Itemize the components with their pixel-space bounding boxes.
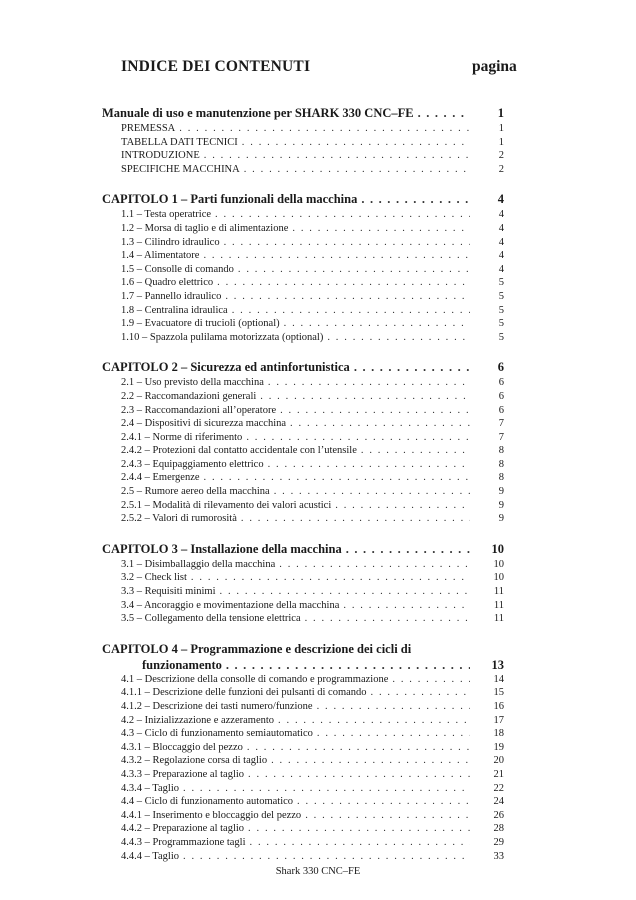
toc-entry-title: 2.4 – Dispositivi di sicurezza macchina xyxy=(121,418,287,430)
toc-entry-title: 4.3 – Ciclo di funzionamento semiautomatico xyxy=(121,728,313,740)
toc-entry-title: 2.5.2 – Valori di rumorosità xyxy=(121,513,237,525)
toc-entry-title: 1.6 – Quadro elettrico xyxy=(121,277,214,289)
toc-section-heading-page-number: 1 xyxy=(497,106,504,120)
toc-entry-title: 2.4.3 – Equipaggiamento elettrico xyxy=(121,458,264,470)
toc-entry-page-number: 5 xyxy=(498,318,504,330)
toc-section-heading xyxy=(102,358,504,376)
toc-entry-title: 3.1 – Disimballaggio della macchina xyxy=(121,558,276,570)
dot-leader xyxy=(290,417,470,431)
dot-leader xyxy=(271,754,470,768)
toc-section-heading xyxy=(102,104,504,122)
toc-entry-title: 4.1.2 – Descrizione dei tasti numero/funzione xyxy=(121,701,313,712)
toc-entry xyxy=(102,431,504,445)
dot-leader xyxy=(268,458,470,472)
toc-entry xyxy=(102,471,504,485)
toc-entry-title: 2.4.2 – Protezioni dal contatto accidentale con l’utensile xyxy=(121,445,357,457)
toc-section-heading-title: CAPITOLO 1 – Parti funzionali della macchina xyxy=(102,192,358,207)
toc-entry xyxy=(102,331,504,345)
toc-entry-title: 4.3.2 – Regolazione corsa di taglio xyxy=(121,755,268,767)
toc-entry xyxy=(102,768,504,782)
toc-entry-title: 3.3 – Requisiti minimi xyxy=(121,586,216,598)
dot-leader xyxy=(215,208,470,222)
toc-entry-title: 1.5 – Consolle di comando xyxy=(121,263,234,275)
toc-entry-page-number: 18 xyxy=(493,728,504,740)
toc-entry-title: PREMESSA xyxy=(121,123,176,134)
toc-entry-page-number: 5 xyxy=(498,277,504,289)
toc-entry-page-number: 8 xyxy=(498,445,504,457)
dot-leader xyxy=(183,782,470,796)
dot-leader xyxy=(371,686,470,700)
toc-entry-title: 2.1 – Uso previsto della macchina xyxy=(121,377,264,389)
toc-entry-title: 2.4.4 – Emergenze xyxy=(121,472,200,484)
toc-section xyxy=(102,358,504,526)
dot-leader xyxy=(183,850,470,864)
toc-entry xyxy=(102,317,504,331)
toc-entry-page-number: 11 xyxy=(493,599,504,611)
toc-section-heading-continued-title: funzionamento xyxy=(142,657,222,672)
toc-entry-title: SPECIFICHE MACCHINA xyxy=(121,163,240,175)
toc-entry-page-number: 1 xyxy=(498,136,504,148)
toc-entry-page-number: 8 xyxy=(498,458,504,470)
toc-entry-page-number: 17 xyxy=(493,714,504,726)
toc-entry-page-number: 4 xyxy=(498,250,504,262)
toc-entry-page-number: 4 xyxy=(498,209,504,221)
toc-entry xyxy=(102,485,504,499)
toc-entry-page-number: 4 xyxy=(498,236,504,248)
toc-entry-page-number: 21 xyxy=(493,768,504,780)
toc-entry-page-number: 28 xyxy=(493,823,504,835)
toc-entry xyxy=(102,782,504,796)
toc-entry-title: 4.4.4 – Taglio xyxy=(121,850,179,862)
toc-entry-page-number: 14 xyxy=(493,673,504,685)
toc-entry-page-number: 9 xyxy=(498,513,504,525)
dot-leader xyxy=(280,404,470,418)
toc-entry-page-number: 4 xyxy=(498,222,504,234)
toc-entry xyxy=(102,276,504,290)
toc-entry-page-number: 10 xyxy=(493,572,504,584)
toc-entry-page-number: 20 xyxy=(493,755,504,767)
dot-leader xyxy=(220,585,470,599)
toc-section-heading-continued-page-number: 13 xyxy=(491,657,504,672)
toc-entry-page-number: 6 xyxy=(498,404,504,416)
dot-leader xyxy=(292,222,470,236)
toc-entry xyxy=(102,376,504,390)
dot-leader xyxy=(305,809,470,823)
toc-entry-page-number: 19 xyxy=(493,741,504,753)
toc-entry xyxy=(102,512,504,526)
toc-entry-title: 4.3.1 – Bloccaggio del pezzo xyxy=(121,741,243,753)
toc-section-heading-continued xyxy=(102,658,504,673)
dot-leader xyxy=(317,727,470,741)
toc-entry xyxy=(102,700,504,714)
dot-leader xyxy=(244,163,470,177)
toc-section-heading xyxy=(102,190,504,208)
toc-entry-page-number: 26 xyxy=(493,809,504,821)
toc-entry xyxy=(102,850,504,864)
toc-entry-page-number: 2 xyxy=(498,150,504,162)
toc-entry-title: 1.4 – Alimentatore xyxy=(121,250,200,262)
toc-entry-title: 4.4.2 – Preparazione al taglio xyxy=(121,823,245,835)
dot-leader xyxy=(305,612,470,626)
toc-section-heading-title: CAPITOLO 4 – Programmazione e descrizione dei cicli di xyxy=(102,641,412,656)
toc-entry xyxy=(102,612,504,626)
toc-entry xyxy=(102,599,504,613)
toc-entry xyxy=(102,585,504,599)
toc-entry xyxy=(102,149,504,163)
dot-leader xyxy=(279,558,470,572)
dot-leader xyxy=(418,104,470,122)
dot-leader xyxy=(232,304,470,318)
toc-section-heading-title: Manuale di uso e manutenzione per SHARK 330 CNC–FE xyxy=(102,106,414,120)
toc-entry-title: 4.1.1 – Descrizione delle funzioni dei pulsanti di comando xyxy=(121,687,367,699)
dot-leader xyxy=(248,768,470,782)
toc-entry xyxy=(102,290,504,304)
toc-entry-page-number: 11 xyxy=(493,586,504,598)
dot-leader xyxy=(392,673,470,687)
dot-leader xyxy=(361,190,470,208)
dot-leader xyxy=(225,290,470,304)
table-of-contents xyxy=(102,104,504,877)
dot-leader xyxy=(204,471,470,485)
toc-entry xyxy=(102,558,504,572)
toc-entry xyxy=(102,444,504,458)
toc-entry xyxy=(102,136,504,150)
toc-entry-page-number: 10 xyxy=(493,558,504,570)
toc-entry xyxy=(102,249,504,263)
toc-section-heading-page-number: 10 xyxy=(491,541,504,556)
toc-entry xyxy=(102,499,504,513)
dot-leader xyxy=(248,822,470,836)
toc-section-heading xyxy=(102,640,504,658)
toc-section-heading-page-number: 6 xyxy=(497,360,504,375)
dot-leader xyxy=(203,249,470,263)
toc-entry-page-number: 5 xyxy=(498,331,504,343)
dot-leader xyxy=(274,485,470,499)
toc-entry-title: 4.3.3 – Preparazione al taglio xyxy=(121,768,245,780)
toc-entry xyxy=(102,163,504,177)
dot-leader xyxy=(246,431,470,445)
toc-entry-title: 1.1 – Testa operatrice xyxy=(121,209,212,221)
toc-heading: INDICE DEI CONTENUTI xyxy=(121,58,311,75)
toc-entry-page-number: 1 xyxy=(498,123,504,134)
toc-entry-title: INTRODUZIONE xyxy=(121,150,200,162)
toc-entry-page-number: 22 xyxy=(493,782,504,794)
toc-entry-title: 2.5 – Rumore aereo della macchina xyxy=(121,486,270,498)
dot-leader xyxy=(241,512,470,526)
toc-entry-title: 4.3.4 – Taglio xyxy=(121,782,179,794)
toc-entry-page-number: 16 xyxy=(493,701,504,712)
toc-entry-page-number: 7 xyxy=(498,431,504,443)
dot-leader xyxy=(361,444,470,458)
toc-section-heading-title: CAPITOLO 3 – Installazione della macchina xyxy=(102,541,342,556)
toc-entry xyxy=(102,236,504,250)
toc-entry xyxy=(102,208,504,222)
toc-entry-page-number: 6 xyxy=(498,390,504,402)
toc-entry-title: 3.4 – Ancoraggio e movimentazione della macchina xyxy=(121,599,340,611)
toc-section-heading xyxy=(102,540,504,558)
toc-entry-title: 1.3 – Cilindro idraulico xyxy=(121,236,220,248)
toc-section xyxy=(102,540,504,626)
toc-entry-title: 3.2 – Check list xyxy=(121,572,187,584)
toc-entry-page-number: 24 xyxy=(493,796,504,808)
dot-leader xyxy=(278,714,470,728)
toc-entry-title: 3.5 – Collegamento della tensione elettrica xyxy=(121,613,301,625)
dot-leader xyxy=(238,263,470,277)
toc-entry-title: 1.2 – Morsa di taglio e di alimentazione xyxy=(121,222,289,234)
toc-entry-page-number: 5 xyxy=(498,304,504,316)
dot-leader xyxy=(354,358,470,376)
page-footer: Shark 330 CNC–FE xyxy=(275,866,361,877)
dot-leader xyxy=(335,499,470,513)
toc-section-heading-title: CAPITOLO 2 – Sicurezza ed antinfortunistica xyxy=(102,360,350,375)
toc-entry-title: TABELLA DATI TECNICI xyxy=(121,136,238,148)
toc-section xyxy=(102,190,504,344)
toc-entry-title: 1.10 – Spazzola pulilama motorizzata (optional) xyxy=(121,331,324,343)
toc-entry xyxy=(102,836,504,850)
toc-entry-title: 1.9 – Evacuatore di trucioli (optional) xyxy=(121,318,280,330)
toc-entry xyxy=(102,754,504,768)
dot-leader xyxy=(224,236,470,250)
toc-entry-title: 2.5.1 – Modalità di rilevamento dei valori acustici xyxy=(121,499,332,511)
toc-entry xyxy=(102,741,504,755)
toc-entry-title: 4.1 – Descrizione della consolle di comando e programmazione xyxy=(121,673,389,685)
toc-entry xyxy=(102,727,504,741)
toc-entry-title: 4.4.1 – Inserimento e bloccaggio del pezzo xyxy=(121,809,302,821)
dot-leader xyxy=(242,136,470,150)
toc-entry-page-number: 15 xyxy=(493,687,504,699)
toc-entry-title: 4.4 – Ciclo di funzionamento automatico xyxy=(121,796,294,808)
dot-leader xyxy=(204,149,470,163)
dot-leader xyxy=(260,390,470,404)
toc-entry-title: 1.7 – Pannello idraulico xyxy=(121,290,222,302)
toc-entry-page-number: 29 xyxy=(493,836,504,848)
toc-entry-title: 4.2 – Inizializzazione e azzeramento xyxy=(121,714,275,726)
dot-leader xyxy=(217,276,470,290)
dot-leader xyxy=(247,741,470,755)
toc-entry-page-number: 6 xyxy=(498,377,504,389)
dot-leader xyxy=(191,571,470,585)
toc-entry xyxy=(102,122,504,136)
toc-entry xyxy=(102,263,504,277)
dot-leader xyxy=(343,599,470,613)
toc-entry-page-number: 9 xyxy=(498,486,504,498)
toc-entry xyxy=(102,809,504,823)
toc-entry xyxy=(102,795,504,809)
toc-entry-page-number: 9 xyxy=(498,499,504,511)
toc-entry xyxy=(102,571,504,585)
page-column-heading: pagina xyxy=(472,58,517,75)
toc-entry xyxy=(102,304,504,318)
toc-section xyxy=(102,640,504,863)
toc-entry-page-number: 2 xyxy=(498,163,504,175)
toc-entry-title: 2.4.1 – Norme di riferimento xyxy=(121,431,243,443)
toc-entry xyxy=(102,822,504,836)
dot-leader xyxy=(268,376,470,390)
toc-section xyxy=(102,104,504,176)
toc-entry xyxy=(102,404,504,418)
dot-leader xyxy=(284,317,470,331)
toc-entry-title: 2.2 – Raccomandazioni generali xyxy=(121,390,257,402)
toc-entry-page-number: 33 xyxy=(493,850,504,862)
toc-entry-page-number: 11 xyxy=(493,613,504,625)
toc-entry xyxy=(102,673,504,687)
dot-leader xyxy=(327,331,470,345)
toc-entry xyxy=(102,458,504,472)
toc-entry-title: 1.8 – Centralina idraulica xyxy=(121,304,228,316)
toc-entry-title: 2.3 – Raccomandazioni all’operatore xyxy=(121,404,277,416)
dot-leader xyxy=(226,658,470,673)
dot-leader xyxy=(317,700,470,714)
toc-entry-page-number: 8 xyxy=(498,472,504,484)
dot-leader xyxy=(297,795,470,809)
dot-leader xyxy=(346,540,470,558)
toc-entry-page-number: 4 xyxy=(498,263,504,275)
toc-entry xyxy=(102,222,504,236)
toc-entry-page-number: 7 xyxy=(498,418,504,430)
dot-leader xyxy=(250,836,470,850)
toc-entry xyxy=(102,390,504,404)
toc-entry-page-number: 5 xyxy=(498,290,504,302)
toc-entry xyxy=(102,417,504,431)
toc-entry-title: 4.4.3 – Programmazione tagli xyxy=(121,836,246,848)
toc-section-heading-page-number: 4 xyxy=(497,192,504,207)
dot-leader xyxy=(179,122,470,136)
toc-entry xyxy=(102,686,504,700)
toc-entry xyxy=(102,714,504,728)
